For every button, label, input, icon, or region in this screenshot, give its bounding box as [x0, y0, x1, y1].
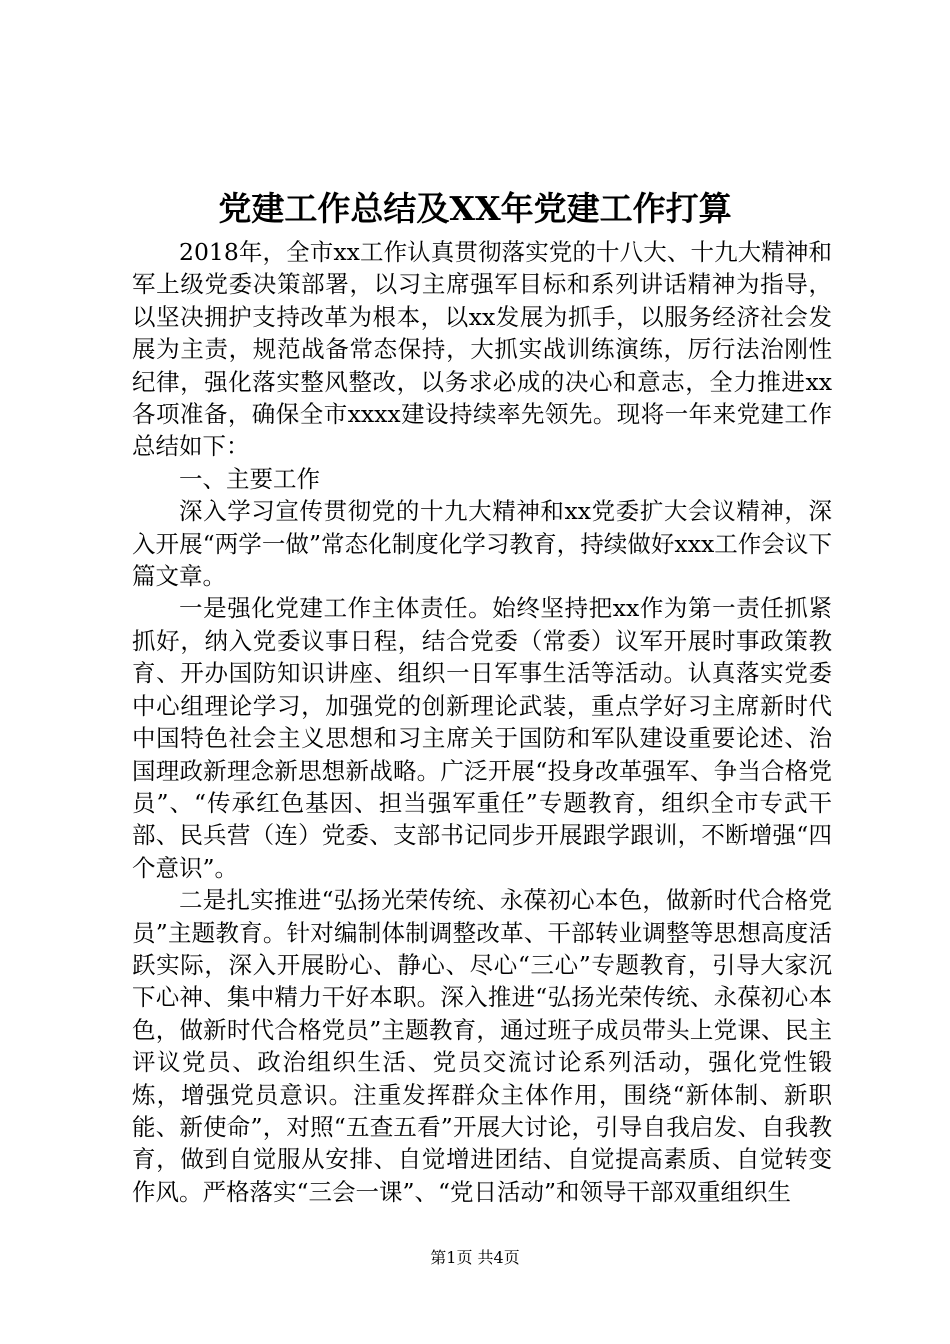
paragraph-intro: 2018年，全市xx工作认真贯彻落实党的十八大、十九大精神和军上级党委决策部署，以习主席强军目标和系列讲话精神为指导，以坚决拥护支持改革为根本，以xx发展为抓手，以服务经济社会发展为主责，规范战备常态保持，大抓实战训练演练，厉行法治刚性纪律，强化落实整风整改，以务求必成的决心和意志，全力推进xx各项准备，确保全市xxxx建设持续率先领先。现将一年来党建工作总结如下：: [132, 238, 832, 461]
paragraph: 二是扎实推进“弘扬光荣传统、永葆初心本色，做新时代合格党员”主题教育。针对编制体制调整改革、干部转业调整等思想高度活跃实际，深入开展盼心、静心、尽心“三心”专题教育，引导大家沉下心神、集中精力干好本职。深入推进“弘扬光荣传统、永葆初心本色，做新时代合格党员”主题教育，通过班子成员带头上党课、民主评议党员、政治组织生活、党员交流讨论系列活动，强化党性锻炼，增强党员意识。注重发挥群众主体作用，围绕“新体制、新职能、新使命”，对照“五查五看”开展大讨论，引导自我启发、自我教育，做到自觉服从安排、自觉增进团结、自觉提高素质、自觉转变作风。严格落实“三会一课”、“党日活动”和领导干部双重组织生: [132, 886, 832, 1206]
page-number-footer: 第1页 共4页: [430, 1248, 520, 1267]
section-heading: 一、主要工作: [179, 464, 320, 493]
paragraph: 深入学习宣传贯彻党的十九大精神和xx党委扩大会议精神，深入开展“两学一做”常态化制度化学习教育，持续做好xxx工作会议下篇文章。: [132, 497, 832, 591]
paragraph: 一是强化党建工作主体责任。始终坚持把xx作为第一责任抓紧抓好，纳入党委议事日程，结合党委（常委）议军开展时事政策教育、开办国防知识讲座、组织一日军事生活等活动。认真落实党委中心组理论学习，加强党的创新理论武装，重点学好习主席新时代中国特色社会主义思想和习主席关于国防和军队建设重要论述、治国理政新理念新思想新战略。广泛开展“投身改革强军、争当合格党员”、“传承红色基因、担当强军重任”专题教育，组织全市专武干部、民兵营（连）党委、支部书记同步开展跟学跟训，不断增强“四个意识”。: [132, 594, 832, 882]
document-body: [132, 236, 832, 1208]
document-title: 党建工作总结及XX年党建工作打算: [218, 189, 732, 228]
